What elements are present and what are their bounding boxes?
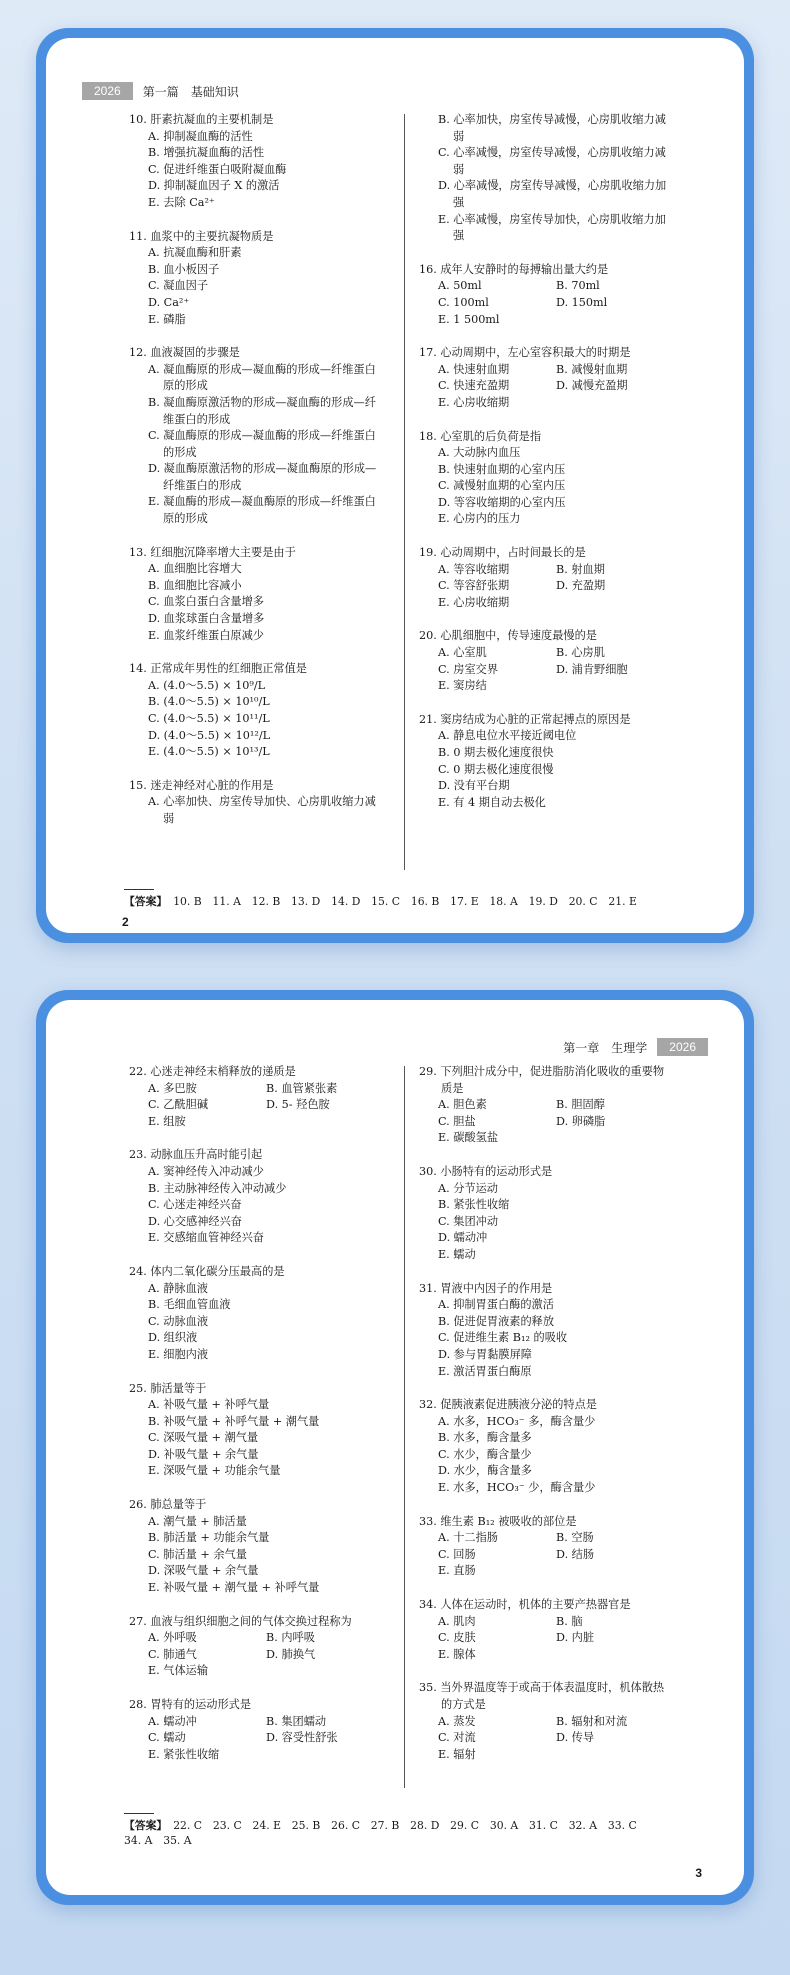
question-item: [419, 628, 674, 694]
answer-option: C. 蠕动: [148, 1731, 186, 1745]
section-title: 第一篇 基础知识: [142, 84, 239, 99]
answer-option: E. 心房收缩期: [438, 595, 510, 609]
option-list: [419, 1297, 674, 1380]
answer-option: B. 70ml: [556, 279, 600, 293]
answer-option: E. 补吸气量 + 潮气量 + 补呼气量: [148, 1581, 320, 1595]
question-stem: 21. 窦房结成为心脏的正常起搏点的原因是: [419, 712, 631, 726]
question-item: [129, 1697, 384, 1763]
answer-option: A. 潮气量 + 肺活量: [148, 1514, 247, 1528]
question-stem: 22. 心迷走神经末梢释放的递质是: [129, 1065, 296, 1078]
question-stem: 20. 心肌细胞中，传导速度最慢的是: [419, 629, 597, 643]
question-stem: 28. 胃特有的运动形式是: [129, 1698, 252, 1711]
question-stem: 33. 维生素 B₁₂ 被吸收的部位是: [419, 1514, 577, 1528]
answer-option: D. Ca²⁺: [148, 295, 190, 309]
answer-option: E. 气体运输: [148, 1664, 209, 1678]
answer-option: D. 组织液: [148, 1331, 198, 1345]
question-stem: 30. 小肠特有的运动形式是: [419, 1164, 553, 1178]
question-stem: 13. 红细胞沉降率增大主要是由于: [129, 545, 296, 559]
option-list: [419, 1097, 674, 1147]
answer-option: B. 血细胞比容减小: [148, 578, 242, 592]
answer-option: A. 外呼吸: [148, 1631, 197, 1645]
question-item: [129, 229, 384, 329]
question-item: [129, 1381, 384, 1481]
answer-option: A. 抑制胃蛋白酶的激活: [438, 1298, 554, 1312]
question-item: [419, 1514, 674, 1580]
option-list: [129, 561, 384, 644]
question-column-left: [129, 1064, 384, 1780]
answer-option: B. 凝血酶原激活物的形成—凝血酶的形成—纤维蛋白的形成: [148, 395, 376, 426]
answer-option: B. 主动脉神经传入冲动减少: [148, 1181, 287, 1195]
answer-option: D. 血浆球蛋白含量增多: [148, 612, 265, 626]
question-column-right: [419, 1064, 674, 1780]
page-number: 3: [695, 1866, 702, 1880]
question-stem: 15. 迷走神经对心脏的作用是: [129, 778, 274, 792]
question-item: [129, 661, 384, 761]
option-list: [129, 1081, 384, 1131]
answer-option: C. 肺通气: [148, 1647, 197, 1661]
answer-option: D. 卵磷脂: [556, 1114, 606, 1128]
answer-option: C. 减慢射血期的心室内压: [438, 479, 566, 493]
answer-option: C. 胆盐: [438, 1114, 476, 1128]
page-card-2: [36, 990, 754, 1905]
answer-option: C. 乙酰胆碱: [148, 1098, 209, 1112]
question-stem: 14. 正常成年男性的红细胞正常值是: [129, 662, 307, 676]
answer-option: D. 容受性舒张: [266, 1731, 338, 1745]
answer-option: E. 磷脂: [148, 312, 186, 326]
question-item: [419, 545, 674, 611]
answer-option: B. 0 期去极化速度很快: [438, 746, 554, 759]
answer-list: 22. C 23. C 24. E 25. B 26. C 27. B 28. D 29. C 30. A 31. C 32. A 33. C 34. A 35. A: [124, 1819, 648, 1847]
answer-option: C. 回肠: [438, 1547, 476, 1561]
question-item: [129, 778, 384, 828]
answer-option: E. 深吸气量 + 功能余气量: [148, 1464, 281, 1478]
question-stem: 12. 血液凝固的步骤是: [129, 346, 240, 360]
answer-option: B. 快速射血期的心室内压: [438, 462, 566, 476]
answer-option: A. 50ml: [438, 279, 482, 293]
question-stem: 29. 下列胆汁成分中，促进脂肪消化吸收的重要物质是: [419, 1065, 665, 1095]
answer-option: C. 心迷走神经兴奋: [148, 1198, 242, 1212]
answer-option: C. 皮肤: [438, 1631, 476, 1645]
question-stem: 35. 当外界温度等于或高于体表温度时，机体散热的方式是: [419, 1681, 665, 1711]
answer-option: A. 静息电位水平接近阈电位: [438, 729, 577, 743]
question-stem: 31. 胃液中内因子的作用是: [419, 1281, 553, 1295]
answer-option: E. (4.0～5.5) × 10¹³/L: [148, 745, 270, 759]
document-page-2: [46, 38, 744, 933]
option-list: [129, 1514, 384, 1597]
answer-option: A. 多巴胺: [148, 1081, 197, 1095]
answer-option: A. 分节运动: [438, 1181, 498, 1195]
question-stem: 23. 动脉血压升高时能引起: [129, 1148, 263, 1162]
question-item: [129, 112, 384, 212]
answer-option: A. 窦神经传入冲动减少: [148, 1164, 264, 1178]
question-item: [129, 1614, 384, 1680]
answer-option: C. 100ml: [438, 295, 489, 309]
year-badge: 2026: [82, 82, 133, 100]
answer-option: E. 腺体: [438, 1647, 476, 1661]
answer-option: B. 脑: [556, 1614, 583, 1628]
answer-option: C. 血浆白蛋白含量增多: [148, 595, 264, 609]
answer-option: C. (4.0～5.5) × 10¹¹/L: [148, 712, 270, 725]
option-list: [129, 1397, 384, 1480]
option-list: [129, 1164, 384, 1247]
option-list: [129, 1714, 384, 1764]
answer-option: E. 有 4 期自动去极化: [438, 795, 546, 809]
answer-list: 10. B 11. A 12. B 13. D 14. D 15. C 16. B 17. E 18. A 19. D 20. C 21. E: [173, 895, 637, 908]
answer-option: D. 结肠: [556, 1547, 595, 1561]
option-list: [419, 278, 674, 328]
question-item: [419, 1597, 674, 1663]
answer-option: A. 心率加快、房室传导加快、心房肌收缩力减弱: [148, 795, 376, 825]
question-column-left: [129, 112, 384, 845]
answer-option: D. 5- 羟色胺: [266, 1098, 330, 1112]
question-item: [419, 1397, 674, 1497]
answer-label: 【答案】: [124, 895, 168, 908]
answer-option: B. 增强抗凝血酶的活性: [148, 146, 265, 160]
answer-option: C. 促进纤维蛋白吸附凝血酶: [148, 162, 287, 176]
option-list: [129, 245, 384, 328]
answer-option: E. 组胺: [148, 1114, 186, 1128]
option-list: [419, 362, 674, 412]
answer-label: 【答案】: [124, 1819, 168, 1832]
question-item: [129, 345, 384, 528]
question-stem: 10. 肝素抗凝血的主要机制是: [129, 113, 274, 126]
page-number: 2: [122, 915, 129, 929]
answer-option: E. 心率减慢，房室传导加快，心房肌收缩力加强: [438, 212, 666, 243]
answer-option: D. 等容收缩期的心室内压: [438, 495, 566, 509]
question-stem: 19. 心动周期中，占时间最长的是: [419, 546, 586, 560]
option-list: [419, 1614, 674, 1664]
option-list: [129, 794, 384, 827]
answer-option: C. 促进维生素 B₁₂ 的吸收: [438, 1331, 568, 1345]
option-list: [129, 1281, 384, 1364]
answer-option: B. 促进促胃液素的释放: [438, 1314, 555, 1328]
answer-option: A. 血细胞比容增大: [148, 562, 242, 576]
question-item: [419, 345, 674, 411]
question-item: [129, 545, 384, 645]
answer-option: D. 浦肯野细胞: [556, 662, 628, 676]
question-stem: 17. 心动周期中，左心室容积最大的时期是: [419, 346, 631, 360]
section-title: 第一章 生理学: [563, 1040, 648, 1055]
answer-option: E. 紧张性收缩: [148, 1747, 220, 1761]
answer-option: D. 肺换气: [266, 1647, 316, 1661]
answer-option: D. 150ml: [556, 295, 608, 309]
answer-option: A. 补吸气量 + 补呼气量: [148, 1398, 270, 1412]
question-item: [419, 429, 674, 529]
answer-option: C. 心率减慢，房室传导减慢，心房肌收缩力减弱: [438, 146, 666, 176]
answer-option: B. 内呼吸: [266, 1631, 315, 1645]
question-item: [419, 1164, 674, 1264]
question-item: [129, 1147, 384, 1247]
question-stem: 25. 肺活量等于: [129, 1381, 207, 1395]
answer-option: E. 碳酸氢盐: [438, 1131, 499, 1145]
answer-option: A. 抗凝血酶和肝素: [148, 246, 242, 260]
answer-option: E. 细胞内液: [148, 1347, 209, 1361]
answer-option: D. 内脏: [556, 1631, 595, 1645]
question-stem: 11. 血浆中的主要抗凝物质是: [129, 229, 274, 243]
answer-option: D. 凝血酶原激活物的形成—凝血酶原的形成—纤维蛋白的形成: [148, 462, 377, 492]
answer-rule: [124, 889, 154, 890]
answer-option: B. 紧张性收缩: [438, 1198, 510, 1212]
answer-option: C. 快速充盈期: [438, 379, 510, 393]
answer-option: C. 对流: [438, 1731, 476, 1745]
answer-option: D. 没有平台期: [438, 779, 510, 793]
answer-option: E. 1 500ml: [438, 312, 500, 326]
answer-option: D. 充盈期: [556, 579, 606, 593]
answer-rule: [124, 1813, 154, 1814]
option-list: [419, 1714, 674, 1764]
answer-option: B. 空肠: [556, 1531, 594, 1545]
answer-option: B. 血管紧张素: [266, 1081, 338, 1095]
question-stem: 34. 人体在运动时，机体的主要产热器官是: [419, 1598, 631, 1612]
document-page-3: [46, 1000, 744, 1895]
answer-key: [124, 894, 684, 909]
answer-option: E. 水多，HCO₃⁻ 少，酶含量少: [438, 1481, 596, 1495]
answer-option: C. 水少，酶含量少: [438, 1447, 532, 1461]
answer-option: E. 去除 Ca²⁺: [148, 195, 215, 209]
column-divider: [404, 114, 405, 870]
answer-option: B. 水多，酶含量多: [438, 1431, 532, 1445]
answer-option: C. 房室交界: [438, 662, 499, 676]
question-stem: 32. 促胰液素促进胰液分泌的特点是: [419, 1398, 597, 1412]
question-item: [419, 712, 674, 812]
answer-option: C. 深吸气量 + 潮气量: [148, 1431, 259, 1445]
option-list: [129, 362, 384, 528]
answer-option: B. 辐射和对流: [556, 1714, 628, 1728]
option-list: [419, 728, 674, 811]
page-card-1: [36, 28, 754, 943]
answer-option: C. 等容舒张期: [438, 579, 510, 593]
year-badge: 2026: [657, 1038, 708, 1056]
answer-option: D. (4.0～5.5) × 10¹²/L: [148, 728, 271, 742]
answer-option: C. 动脉血液: [148, 1314, 209, 1328]
question-stem: 18. 心室肌的后负荷是指: [419, 429, 542, 443]
answer-option: B. 补吸气量 + 补呼气量 + 潮气量: [148, 1414, 320, 1428]
answer-option: C. 肺活量 + 余气量: [148, 1547, 247, 1561]
page-header: [553, 1038, 708, 1056]
answer-key: [124, 1818, 648, 1848]
answer-option: E. 辐射: [438, 1747, 476, 1761]
answer-option: D. 水少，酶含量多: [438, 1464, 532, 1478]
option-list: [419, 1181, 674, 1264]
answer-option: B. 射血期: [556, 562, 605, 576]
answer-option: D. 减慢充盈期: [556, 379, 628, 393]
answer-option: B. 血小板因子: [148, 262, 220, 276]
question-item: [419, 1281, 674, 1381]
question-item: [419, 112, 674, 245]
answer-option: A. 心室肌: [438, 646, 487, 660]
answer-option: A. 胆色素: [438, 1098, 487, 1112]
question-item: [419, 1064, 674, 1147]
answer-option: C. 0 期去极化速度很慢: [438, 762, 554, 776]
answer-option: D. 心率减慢，房室传导减慢，心房肌收缩力加强: [438, 179, 667, 209]
answer-option: D. 蠕动冲: [438, 1231, 488, 1245]
answer-option: A. 蒸发: [438, 1714, 476, 1728]
answer-option: E. 心房内的压力: [438, 512, 521, 526]
answer-option: B. (4.0～5.5) × 10¹⁰/L: [148, 695, 270, 709]
column-divider: [404, 1066, 405, 1788]
option-list: [129, 129, 384, 212]
answer-option: E. 直肠: [438, 1564, 476, 1578]
answer-option: C. 凝血酶原的形成—凝血酶的形成—纤维蛋白的形成: [148, 429, 376, 459]
answer-option: B. 心房肌: [556, 646, 605, 660]
answer-option: E. 血浆纤维蛋白原减少: [148, 628, 264, 642]
answer-option: D. 参与胃黏膜屏障: [438, 1347, 532, 1361]
option-list: [419, 445, 674, 528]
answer-option: E. 心房收缩期: [438, 395, 510, 409]
question-item: [129, 1497, 384, 1597]
question-column-right: [419, 112, 674, 828]
answer-option: D. 深吸气量 + 余气量: [148, 1564, 259, 1578]
answer-option: A. 大动脉内血压: [438, 446, 521, 460]
question-item: [129, 1264, 384, 1364]
answer-option: B. 集团蠕动: [266, 1714, 327, 1728]
answer-option: D. 心交感神经兴奋: [148, 1214, 242, 1228]
answer-option: D. 补吸气量 + 余气量: [148, 1447, 259, 1461]
answer-option: E. 窦房结: [438, 679, 487, 693]
question-stem: 26. 肺总量等于: [129, 1498, 207, 1512]
option-list: [419, 562, 674, 612]
question-stem: 24. 体内二氧化碳分压最高的是: [129, 1264, 285, 1278]
answer-option: B. 心率加快，房室传导减慢，心房肌收缩力减弱: [438, 113, 666, 143]
option-list: [419, 1414, 674, 1497]
page-header: [82, 82, 249, 100]
answer-option: A. 水多，HCO₃⁻ 多，酶含量少: [438, 1414, 596, 1428]
option-list: [419, 112, 674, 245]
answer-option: B. 减慢射血期: [556, 362, 628, 376]
option-list: [129, 1630, 384, 1680]
answer-option: E. 交感缩血管神经兴奋: [148, 1231, 264, 1245]
answer-option: D. 抑制凝血因子 X 的激活: [148, 179, 280, 193]
option-list: [129, 678, 384, 761]
question-item: [129, 1064, 384, 1130]
question-stem: 16. 成年人安静时的每搏输出量大约是: [419, 262, 609, 276]
answer-option: D. 传导: [556, 1731, 595, 1745]
answer-option: A. 十二指肠: [438, 1531, 498, 1545]
answer-option: A. 快速射血期: [438, 362, 510, 376]
question-item: [419, 1680, 674, 1763]
answer-option: B. 肺活量 + 功能余气量: [148, 1531, 270, 1545]
option-list: [419, 645, 674, 695]
answer-option: E. 激活胃蛋白酶原: [438, 1364, 532, 1378]
answer-option: A. 蠕动冲: [148, 1714, 197, 1728]
answer-option: A. 肌肉: [438, 1614, 476, 1628]
answer-option: A. 等容收缩期: [438, 562, 510, 576]
answer-option: A. 抑制凝血酶的活性: [148, 129, 253, 143]
answer-option: C. 凝血因子: [148, 279, 209, 293]
option-list: [419, 1530, 674, 1580]
answer-option: A. (4.0～5.5) × 10⁹/L: [148, 678, 266, 692]
question-item: [419, 262, 674, 328]
answer-option: C. 集团冲动: [438, 1214, 499, 1228]
answer-option: E. 凝血酶的形成—凝血酶原的形成—纤维蛋白原的形成: [148, 495, 376, 526]
question-stem: 27. 血液与组织细胞之间的气体交换过程称为: [129, 1614, 352, 1628]
answer-option: B. 胆固醇: [556, 1098, 605, 1112]
answer-option: A. 静脉血液: [148, 1281, 208, 1295]
answer-option: B. 毛细血管血液: [148, 1298, 231, 1312]
answer-option: A. 凝血酶原的形成—凝血酶的形成—纤维蛋白原的形成: [148, 362, 376, 393]
answer-option: E. 蠕动: [438, 1247, 476, 1261]
